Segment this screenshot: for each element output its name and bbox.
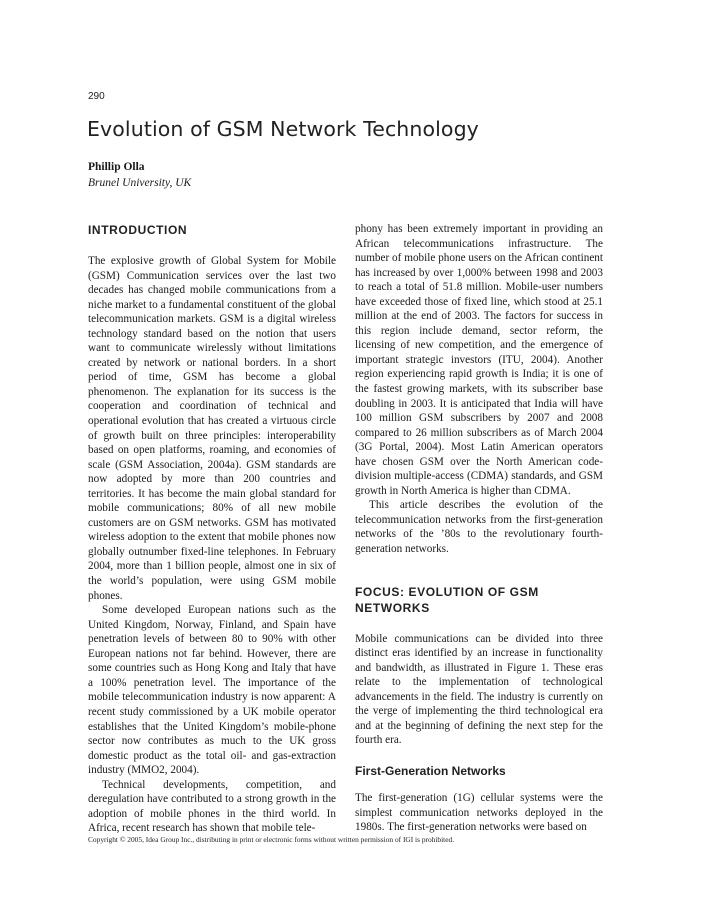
- author-affiliation: Brunel University, UK: [88, 177, 192, 189]
- focus-heading: [355, 584, 603, 616]
- first-generation-heading: First-Generation Networks: [355, 763, 506, 778]
- article-title: Evolution of GSM Network Technology: [87, 117, 479, 141]
- intro-paragraph-3-continued: phony has been extremely important in providing an African telecommunications infrastructure. The number of mobile phone users on the African continent has increased by over 1,000% between 1998 and 2003 to reach a total of 51.8 million. Mobile-user numbers have exceeded those of fixed line, which stood at 25.1 million at the end of 2003. The factors for success in this region include demand, sector reform, the licensing of new competition, and the emergence of important strategic investors (ITU, 2004). Another region experiencing rapid growth is India; it is one of the fastest growing markets, with its subscriber base doubling in 2003. It is anticipated that India will have 100 million GSM subscribers by 2007 and 2008 compared to 26 million subscribers as of March 2004 (3G Portal, 2004). Most Latin American operators have chosen GSM over the North American code-division multiple-access (CDMA) standards, and GSM growth in North America is higher than CDMA.: [355, 223, 603, 497]
- intro-paragraph-2: Some developed European nations such as the United Kingdom, Norway, Finland, and Spain have penetration levels of between 80 to 90% with other European nations not far behind. However, there are some countries such as Hong Kong and Italy that have a 100% penetration level. The importance of the mobile telecommunication industry is now apparent: A recent study commissioned by a UK mobile operator establishes that the United Kingdom’s mobile-phone sector now contributes as much to the UK gross domestic product as the total oil- and gas-extraction industry (MMO2, 2004).: [88, 604, 336, 777]
- intro-paragraph-3-start: Technical developments, competition, and deregulation have contributed to a strong growth in the adoption of mobile phones in the third world. In Africa, recent research has shown that mobile tele-: [88, 778, 336, 835]
- left-column: [88, 222, 336, 836]
- introduction-heading: INTRODUCTION: [88, 223, 188, 237]
- copyright-footer: Copyright © 2005, Idea Group Inc., distributing in print or electronic forms without written permission of IGI is prohibited.: [88, 835, 455, 844]
- focus-paragraph-1: Mobile communications can be divided into three distinct eras identified by an increase in functionality and bandwidth, as illustrated in Figure 1. These eras relate to the implementation of technological advancements in the field. The industry is currently on the verge of implementing the third technological era and at the beginning of defining the next step for the fourth era.: [355, 632, 603, 747]
- author-name: Phillip Olla: [88, 161, 145, 173]
- intro-paragraph-1: The explosive growth of Global System for Mobile (GSM) Communication services over the last two decades has changed mobile communications from a niche market to a fundamental constituent of the global telecommunication markets. GSM is a digital wireless technology standard based on the notion that users want to communicate wirelessly without limitations created by network or national borders. In a short period of time, GSM has become a global phenomenon. The explanation for its success is the cooperation and coordination of technical and operational evolution that has created a virtuous circle of growth built on three principles: interoperability based on open platforms, roaming, and economies of scale (GSM Association, 2004a). GSM standards are now adopted by more than 200 countries and territories. It has become the main global standard for mobile communications; 80% of all new mobile customers are on GSM networks. GSM has motivated wireless adoption to the extent that mobile phones now globally outnumber fixed-line telephones. In February 2004, more than 1 billion people, almost one in six of the world’s population, were using GSM mobile phones.: [88, 255, 336, 602]
- first-generation-paragraph-1: The first-generation (1G) cellular systems were the simplest communication networks deployed in the 1980s. The first-generation networks were based on: [355, 791, 603, 834]
- page-number: 290: [88, 91, 105, 102]
- right-column: [355, 222, 603, 835]
- focus-heading-line-1: FOCUS: EVOLUTION OF GSM: [355, 584, 539, 599]
- intro-paragraph-4: This article describes the evolution of the telecommunication networks from the first-generation networks of the ’80s to the revolutionary fourth-generation networks.: [355, 499, 603, 556]
- focus-heading-line-2: NETWORKS: [355, 600, 430, 615]
